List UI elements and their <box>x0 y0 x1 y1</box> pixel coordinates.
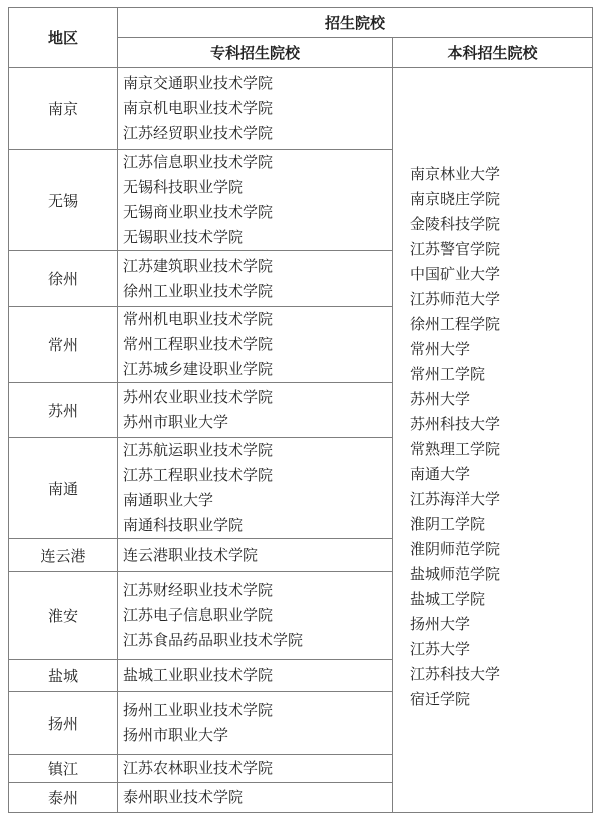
specialist-school-name: 扬州工业职业技术学院 <box>123 701 274 719</box>
specialist-schools-cell <box>118 539 393 572</box>
region-cell: 无锡 <box>9 150 118 251</box>
region-cell: 南通 <box>9 438 118 539</box>
bachelor-school-name: 苏州大学 <box>410 390 471 408</box>
specialist-header: 专科招生院校 <box>118 38 393 68</box>
specialist-school-name: 泰州职业技术学院 <box>123 788 244 806</box>
specialist-schools-cell <box>118 660 393 692</box>
bachelor-school-name: 宿迁学院 <box>410 690 471 708</box>
region-cell: 连云港 <box>9 539 118 572</box>
bachelor-school-name: 常州工学院 <box>410 365 486 383</box>
region-cell: 盐城 <box>9 660 118 692</box>
specialist-school-name: 江苏航运职业技术学院 <box>123 441 274 459</box>
enrollment-table-wrapper <box>8 7 593 813</box>
bachelor-school-name: 徐州工程学院 <box>410 315 501 333</box>
specialist-school-name: 扬州市职业大学 <box>123 726 229 744</box>
specialist-schools-cell <box>118 438 393 539</box>
region-cell: 徐州 <box>9 251 118 307</box>
region-cell: 南京 <box>9 68 118 150</box>
bachelor-school-name: 江苏海洋大学 <box>410 490 501 508</box>
specialist-school-name: 南京交通职业技术学院 <box>123 74 274 92</box>
region-cell: 泰州 <box>9 783 118 813</box>
specialist-school-name: 江苏城乡建设职业学院 <box>123 360 274 378</box>
specialist-school-name: 常州工程职业技术学院 <box>123 335 274 353</box>
specialist-schools-cell <box>118 307 393 383</box>
table-row <box>9 68 593 150</box>
bachelor-school-name: 扬州大学 <box>410 615 471 633</box>
specialist-school-name: 南京机电职业技术学院 <box>123 99 274 117</box>
specialist-school-name: 江苏电子信息职业学院 <box>123 606 274 624</box>
bachelor-school-name: 常州大学 <box>410 340 471 358</box>
specialist-schools-cell <box>118 68 393 150</box>
specialist-school-name: 苏州农业职业技术学院 <box>123 388 274 406</box>
region-cell: 苏州 <box>9 383 118 438</box>
specialist-school-name: 无锡科技职业学院 <box>123 178 244 196</box>
bachelor-school-name: 淮阴工学院 <box>410 515 486 533</box>
specialist-school-name: 南通科技职业学院 <box>123 516 244 534</box>
specialist-schools-cell <box>118 783 393 813</box>
specialist-schools-cell <box>118 383 393 438</box>
specialist-school-name: 江苏经贸职业技术学院 <box>123 124 274 142</box>
specialist-school-name: 江苏财经职业技术学院 <box>123 581 274 599</box>
bachelor-school-name: 中国矿业大学 <box>410 265 501 283</box>
bachelor-school-name: 盐城工学院 <box>410 590 486 608</box>
bachelor-header: 本科招生院校 <box>393 38 593 68</box>
bachelor-school-name: 苏州科技大学 <box>410 415 501 433</box>
bachelor-school-name: 江苏警官学院 <box>410 240 501 258</box>
bachelor-schools-cell <box>393 68 593 813</box>
specialist-school-name: 江苏工程职业技术学院 <box>123 466 274 484</box>
region-cell: 镇江 <box>9 755 118 783</box>
bachelor-school-name: 淮阴师范学院 <box>410 540 501 558</box>
header-row-1 <box>9 8 593 38</box>
specialist-school-name: 江苏农林职业技术学院 <box>123 759 274 777</box>
specialist-school-name: 江苏建筑职业技术学院 <box>123 256 274 275</box>
specialist-school-name: 南通职业大学 <box>123 491 214 509</box>
specialist-schools-cell <box>118 572 393 660</box>
specialist-schools-cell <box>118 692 393 755</box>
specialist-school-name: 江苏食品药品职业技术学院 <box>123 631 304 649</box>
specialist-school-name: 苏州市职业大学 <box>123 413 229 431</box>
enrollment-table <box>8 7 593 813</box>
specialist-school-name: 江苏信息职业技术学院 <box>123 153 274 171</box>
specialist-schools-cell <box>118 251 393 307</box>
bachelor-school-name: 南通大学 <box>410 465 471 483</box>
specialist-schools-cell <box>118 755 393 783</box>
region-cell: 扬州 <box>9 692 118 755</box>
specialist-school-name: 徐州工业职业技术学院 <box>123 281 274 300</box>
table-body <box>9 8 593 813</box>
region-cell: 淮安 <box>9 572 118 660</box>
region-header: 地区 <box>9 8 118 68</box>
bachelor-school-name: 南京林业大学 <box>410 165 501 183</box>
specialist-school-name: 盐城工业职业技术学院 <box>123 666 274 684</box>
bachelor-school-name: 金陵科技学院 <box>410 215 501 233</box>
bachelor-school-name: 常熟理工学院 <box>410 440 501 458</box>
region-cell: 常州 <box>9 307 118 383</box>
bachelor-school-name: 江苏师范大学 <box>410 290 501 308</box>
specialist-school-name: 连云港职业技术学院 <box>123 545 259 564</box>
specialist-school-name: 无锡职业技术学院 <box>123 228 244 246</box>
specialist-school-name: 常州机电职业技术学院 <box>123 310 274 328</box>
bachelor-schools-list <box>410 162 592 712</box>
bachelor-school-name: 江苏科技大学 <box>410 665 501 683</box>
specialist-schools-cell <box>118 150 393 251</box>
enroll-header: 招生院校 <box>118 8 593 38</box>
bachelor-school-name: 南京晓庄学院 <box>410 190 501 208</box>
bachelor-school-name: 江苏大学 <box>410 640 471 658</box>
bachelor-school-name: 盐城师范学院 <box>410 565 501 583</box>
specialist-school-name: 无锡商业职业技术学院 <box>123 203 274 221</box>
